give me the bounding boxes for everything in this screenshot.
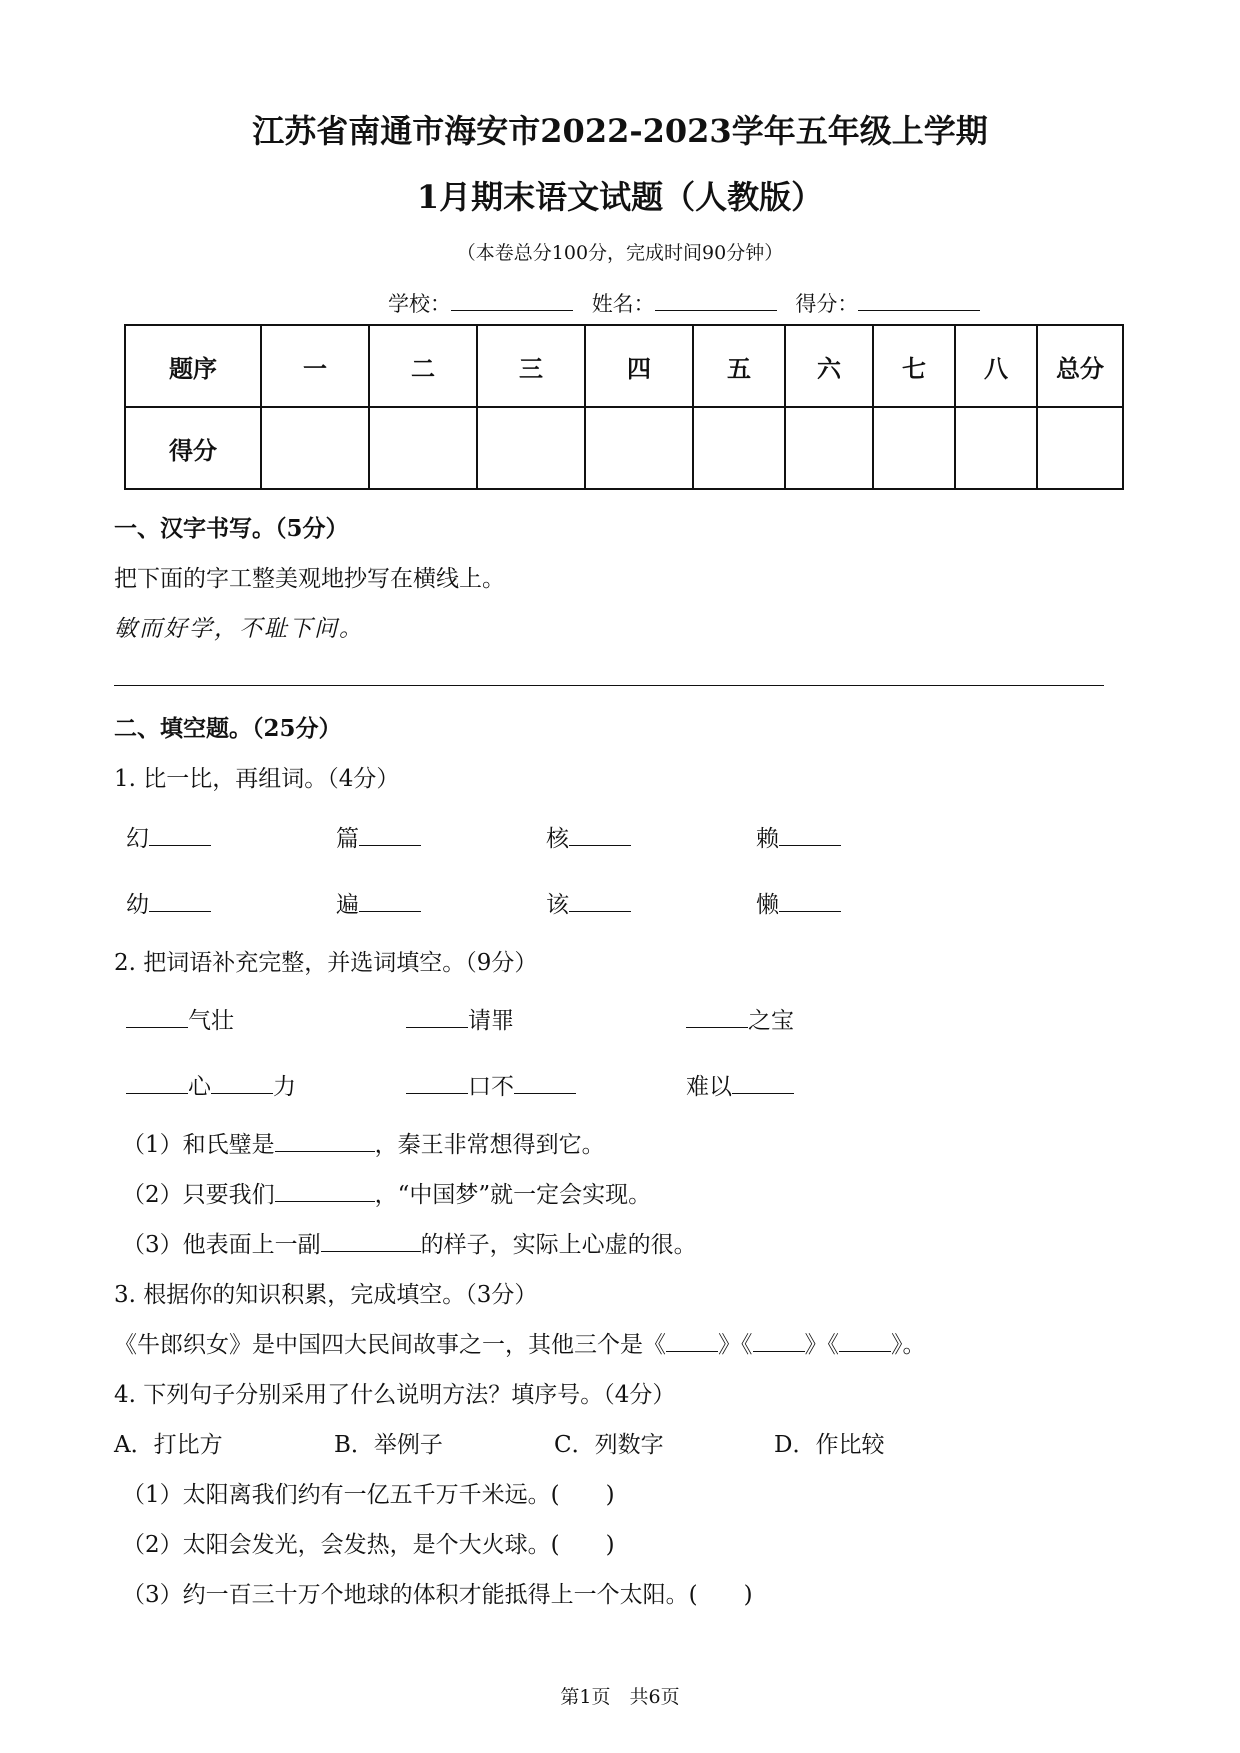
q1-blank[interactable]: [359, 823, 421, 846]
q4-item-1: （1）太阳离我们约有一亿五千万千米远。( ): [122, 1482, 615, 1508]
q4-option-b: B．举例子: [334, 1432, 443, 1458]
score-header-cell: 六: [785, 325, 873, 407]
q1-item: [336, 886, 421, 919]
q2-idiom: [406, 1002, 514, 1035]
q1-blank[interactable]: [569, 889, 631, 912]
score-cell[interactable]: [955, 407, 1037, 489]
q4-item-3: （3）约一百三十万个地球的体积才能抵得上一个太阳。( ): [122, 1582, 753, 1608]
section1-heading: 一、汉字书写。（5分）: [114, 515, 349, 542]
q2-sentence-blank[interactable]: [275, 1179, 375, 1202]
score-cell[interactable]: [693, 407, 785, 489]
q1-item: [126, 820, 211, 853]
q2-idiom: [686, 1002, 794, 1035]
score-header-cell: 五: [693, 325, 785, 407]
q2-blank[interactable]: [406, 1071, 468, 1094]
score-header-cell: 总分: [1037, 325, 1123, 407]
q2-blank[interactable]: [126, 1005, 188, 1028]
q1-blank[interactable]: [569, 823, 631, 846]
q2-idiom: [686, 1068, 794, 1101]
score-header-cell: 题序: [125, 325, 261, 407]
q1-item: [126, 886, 211, 919]
q1-blank[interactable]: [359, 889, 421, 912]
q2-word: 难以: [686, 1074, 732, 1100]
q1-title: 1. 比一比，再组词。（4分）: [114, 766, 400, 792]
q3-blank[interactable]: [753, 1329, 805, 1352]
title-line-2: 1月期末语文试题（人教版）: [416, 178, 824, 216]
q1-blank[interactable]: [779, 823, 841, 846]
score-header-cell: 三: [477, 325, 585, 407]
q3-part: 》。: [891, 1332, 926, 1358]
q2-word: 口不: [468, 1074, 514, 1100]
q3-text: [114, 1326, 926, 1359]
q2-title: 2. 把词语补充完整，并选词填空。（9分）: [114, 950, 538, 976]
score-cell[interactable]: [477, 407, 585, 489]
score-cell[interactable]: [261, 407, 369, 489]
q2-word: 力: [273, 1074, 296, 1100]
title-line-1: 江苏省南通市海安市2022-2023学年五年级上学期: [252, 112, 988, 150]
q3-blank[interactable]: [666, 1329, 718, 1352]
score-blank[interactable]: [858, 290, 980, 311]
q1-item: [756, 820, 841, 853]
q1-char: 懒: [756, 892, 779, 918]
sentence-part: ，“中国梦”就一定会实现。: [374, 1182, 652, 1208]
q3-part: 《牛郎织女》是中国四大民间故事之一，其他三个是《: [114, 1332, 666, 1358]
score-table: [124, 324, 1124, 490]
section1-sample: 敏而好学，不耻下问。: [114, 616, 364, 642]
q1-char: 篇: [336, 826, 359, 852]
q2-idiom: [406, 1068, 576, 1101]
q1-char: 幼: [126, 892, 149, 918]
q4-option-d: D．作比较: [774, 1432, 885, 1458]
score-cell[interactable]: [1037, 407, 1123, 489]
sentence-part: （2）只要我们: [122, 1182, 275, 1208]
q4-item-2: （2）太阳会发光，会发热，是个大火球。( ): [122, 1532, 615, 1558]
q1-char: 赖: [756, 826, 779, 852]
score-row-label: 得分: [125, 407, 261, 489]
name-label: 姓名：: [591, 292, 655, 316]
q1-blank[interactable]: [149, 889, 211, 912]
q4-title: 4. 下列句子分别采用了什么说明方法？填序号。（4分）: [114, 1382, 676, 1408]
sentence-part: ，秦王非常想得到它。: [374, 1132, 605, 1158]
q3-title: 3. 根据你的知识积累，完成填空。（3分）: [114, 1282, 538, 1308]
q1-char: 该: [546, 892, 569, 918]
q2-blank[interactable]: [126, 1071, 188, 1094]
q2-sentence-blank[interactable]: [275, 1129, 375, 1152]
copy-writing-line[interactable]: [114, 685, 1104, 686]
q2-sentence-blank[interactable]: [321, 1229, 421, 1252]
score-cell[interactable]: [369, 407, 477, 489]
q3-part: 》《: [804, 1332, 839, 1358]
q2-idiom: [126, 1068, 296, 1101]
score-header-cell: 七: [873, 325, 955, 407]
q4-option-a: A．打比方: [114, 1432, 223, 1458]
score-header-cell: 四: [585, 325, 693, 407]
sentence-part: （1）和氏璧是: [122, 1132, 275, 1158]
q1-item: [336, 820, 421, 853]
score-table-header-row: [125, 325, 1123, 407]
section2-heading: 二、填空题。（25分）: [114, 715, 342, 742]
school-label: 学校：: [388, 292, 451, 316]
score-header-cell: 一: [261, 325, 369, 407]
score-table-score-row: [125, 407, 1123, 489]
q2-word: 请罪: [468, 1008, 514, 1034]
q4-option-c: C．列数字: [554, 1432, 664, 1458]
score-header-cell: 二: [369, 325, 477, 407]
q1-item: [546, 886, 631, 919]
q1-blank[interactable]: [779, 889, 841, 912]
q1-char: 遍: [336, 892, 359, 918]
score-cell[interactable]: [785, 407, 873, 489]
name-blank[interactable]: [655, 290, 777, 311]
q2-sentence-3: [122, 1226, 697, 1259]
q3-blank[interactable]: [839, 1329, 891, 1352]
exam-note: （本卷总分100分，完成时间90分钟）: [456, 242, 784, 264]
q2-word: 之宝: [748, 1008, 794, 1034]
section1-instruction: 把下面的字工整美观地抄写在横线上。: [114, 566, 505, 592]
q2-sentence-1: [122, 1126, 605, 1159]
q1-item: [546, 820, 631, 853]
q1-char: 幻: [126, 826, 149, 852]
q1-item: [756, 886, 841, 919]
school-blank[interactable]: [451, 290, 573, 311]
page-footer: 第1页 共6页: [560, 1686, 680, 1708]
q1-blank[interactable]: [149, 823, 211, 846]
sentence-part: 的样子，实际上心虚的很。: [420, 1232, 697, 1258]
score-header-cell: 八: [955, 325, 1037, 407]
q2-blank[interactable]: [686, 1005, 748, 1028]
q2-word: 气壮: [188, 1008, 234, 1034]
q2-word: 心: [188, 1074, 211, 1100]
score-label: 得分：: [795, 292, 859, 316]
q2-blank[interactable]: [514, 1071, 576, 1094]
q2-blank[interactable]: [732, 1071, 794, 1094]
q1-char: 核: [546, 826, 569, 852]
q2-idiom: [126, 1002, 234, 1035]
q2-blank[interactable]: [406, 1005, 468, 1028]
score-cell[interactable]: [873, 407, 955, 489]
q3-part: 》《: [718, 1332, 753, 1358]
student-info-row: [388, 288, 992, 318]
score-cell[interactable]: [585, 407, 693, 489]
sentence-part: （3）他表面上一副: [122, 1232, 321, 1258]
q2-sentence-2: [122, 1176, 651, 1209]
q2-blank[interactable]: [211, 1071, 273, 1094]
